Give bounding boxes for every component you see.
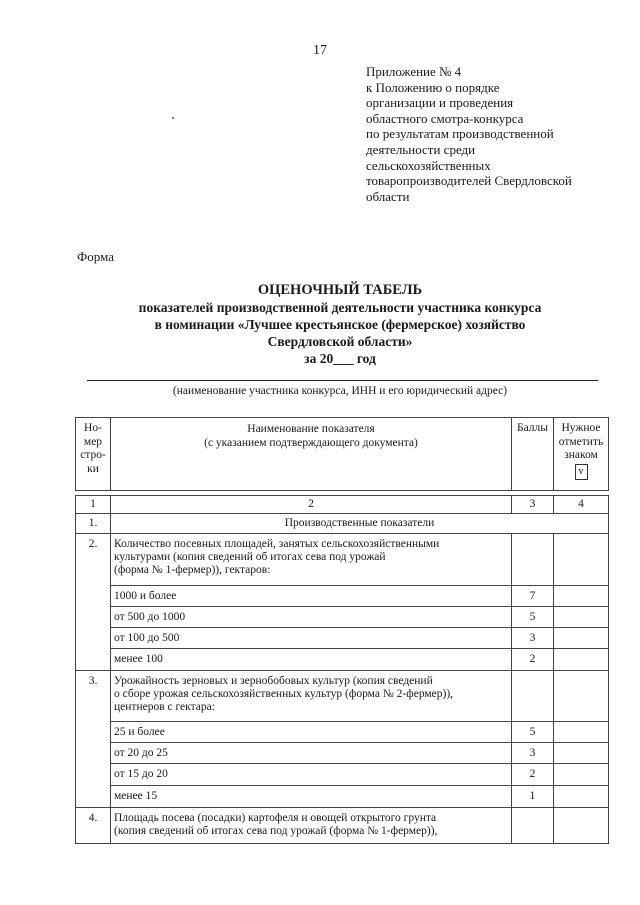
- checkmark-sample-box: v: [575, 464, 588, 480]
- appendix-reference: [366, 64, 572, 204]
- title-line: за 20___ год: [304, 351, 376, 366]
- option-points: 7: [512, 586, 554, 607]
- row-number: 3.: [76, 671, 111, 808]
- option-points: 2: [512, 649, 554, 671]
- option-points: 5: [512, 607, 554, 628]
- option-label: от 100 до 500: [111, 628, 512, 649]
- column-number: 1: [76, 496, 111, 514]
- indicator-line: (форма № 1-фермер)), гектаров:: [114, 564, 271, 576]
- header-points: Баллы: [512, 418, 554, 491]
- indicator-line: культурами (копия сведений об итогах сева под урожай: [114, 551, 386, 563]
- section-row: [76, 514, 609, 534]
- column-number: 2: [111, 496, 512, 514]
- option-label: 1000 и более: [111, 586, 512, 607]
- section-number: 1.: [76, 514, 111, 534]
- option-points: 2: [512, 764, 554, 786]
- mark-cell[interactable]: [554, 786, 609, 808]
- option-points: 3: [512, 743, 554, 764]
- appendix-line: области: [366, 188, 410, 204]
- header-mark: [554, 418, 609, 491]
- title-line: показателей производственной деятельности участника конкурса: [138, 300, 542, 315]
- participant-caption: (наименование участника конкурса, ИНН и его юридический адрес): [172, 385, 508, 397]
- mark-cell[interactable]: [554, 586, 609, 607]
- mark-cell[interactable]: [554, 628, 609, 649]
- option-label: менее 100: [111, 649, 512, 671]
- header-text: Нужное: [561, 422, 601, 434]
- indicator-line: (копия сведений об итогах сева под урожай (форма № 1-фермер)),: [114, 825, 438, 837]
- points-cell: [512, 671, 554, 722]
- option-label: от 15 до 20: [111, 764, 512, 786]
- table-row: [76, 743, 609, 764]
- mark-cell[interactable]: [554, 671, 609, 722]
- document-title: [0, 282, 640, 367]
- row-number: 4.: [76, 808, 111, 844]
- appendix-line: сельскохозяйственных: [366, 157, 491, 173]
- appendix-line: организации и проведения: [366, 95, 514, 111]
- appendix-line: по результатам производственной: [366, 126, 554, 142]
- mark-cell[interactable]: [554, 534, 609, 586]
- appendix-line: товаропроизводителей Свердловской: [366, 173, 572, 189]
- header-text: Наименование показателя: [247, 423, 375, 435]
- header-table: [75, 417, 609, 491]
- appendix-line: к Положению о порядке: [366, 79, 500, 95]
- table-row: [76, 586, 609, 607]
- appendix-line: деятельности среди: [366, 141, 476, 157]
- indicator-line: Площадь посева (посадки) картофеля и овощей открытого грунта: [114, 812, 437, 824]
- participant-fill-line: [87, 380, 598, 381]
- title-line: Свердловской области»: [267, 334, 413, 349]
- header-indicator-name: [111, 418, 512, 491]
- scan-speck: [172, 117, 174, 119]
- table-row: [76, 649, 609, 671]
- option-points: 1: [512, 786, 554, 808]
- indicator-description: [111, 808, 512, 844]
- table-row: [76, 786, 609, 808]
- form-label: Форма: [77, 249, 114, 264]
- header-text: ки: [87, 462, 99, 475]
- mark-cell[interactable]: [554, 743, 609, 764]
- table-row: [76, 722, 609, 743]
- mark-cell[interactable]: [554, 607, 609, 628]
- title-main: ОЦЕНОЧНЫЙ ТАБЕЛЬ: [257, 282, 423, 298]
- option-label: от 20 до 25: [111, 743, 512, 764]
- table-row: [76, 607, 609, 628]
- title-line: в номинации «Лучшее крестьянское (фермерское) хозяйство: [154, 317, 526, 332]
- indicator-description: [111, 671, 512, 722]
- table-row: [76, 671, 609, 722]
- score-table: [75, 495, 609, 844]
- header-text: знаком: [564, 449, 598, 461]
- option-label: 25 и более: [111, 722, 512, 743]
- row-number: 2.: [76, 534, 111, 671]
- header-text: (с указанием подтверждающего документа): [204, 437, 418, 449]
- appendix-line: областного смотра-конкурса: [366, 110, 524, 126]
- appendix-line: Приложение № 4: [366, 64, 462, 79]
- points-cell: [512, 534, 554, 586]
- column-numbers-row: [76, 496, 609, 514]
- header-text: стро-: [80, 449, 106, 461]
- option-label: менее 15: [111, 786, 512, 808]
- header-row-number: [76, 418, 111, 491]
- page-number: 17: [313, 43, 327, 58]
- mark-cell[interactable]: [554, 649, 609, 671]
- option-label: от 500 до 1000: [111, 607, 512, 628]
- header-text: Но-: [84, 422, 102, 434]
- table-row: [76, 764, 609, 786]
- mark-cell[interactable]: [554, 722, 609, 743]
- indicator-line: центнеров с гектара:: [114, 701, 215, 713]
- option-points: 3: [512, 628, 554, 649]
- indicator-line: о сборе урожая сельскохозяйственных культур (форма № 2-фермер)),: [114, 688, 454, 700]
- option-points: 5: [512, 722, 554, 743]
- indicator-line: Урожайность зерновых и зернобобовых культур (копия сведений: [114, 675, 433, 687]
- header-text: мер: [83, 435, 103, 448]
- section-title: Производственные показатели: [111, 514, 609, 534]
- indicator-line: Количество посевных площадей, занятых сельскохозяйственными: [114, 538, 440, 550]
- mark-cell[interactable]: [554, 764, 609, 786]
- table-row: [76, 808, 609, 844]
- table-row: [76, 534, 609, 586]
- points-cell: [512, 808, 554, 844]
- mark-cell[interactable]: [554, 808, 609, 844]
- column-number: 3: [512, 496, 554, 514]
- header-text: отметить: [558, 435, 604, 448]
- indicator-description: [111, 534, 512, 586]
- column-number: 4: [554, 496, 609, 514]
- table-row: [76, 628, 609, 649]
